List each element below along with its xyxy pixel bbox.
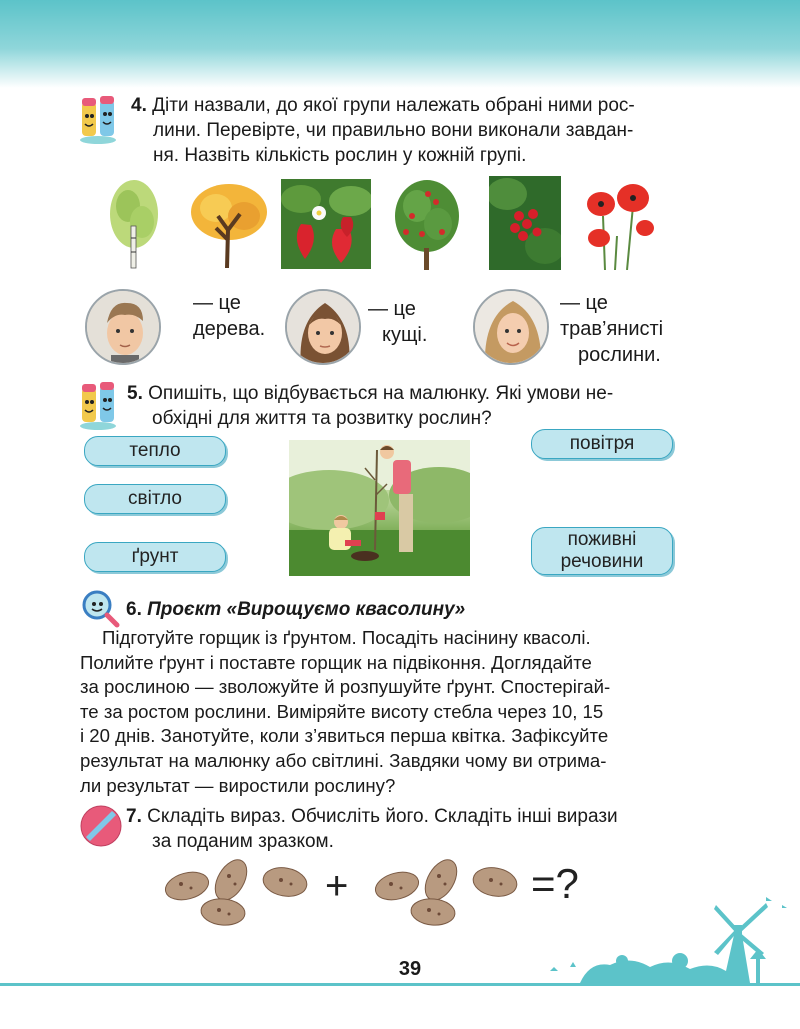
caption-line: рослини. xyxy=(578,344,661,366)
strawberry-image xyxy=(281,179,371,269)
poppy-image xyxy=(581,176,661,270)
text-line: і 20 днів. Занотуйте, коли з’явиться перша квітка. Зафіксуйте xyxy=(80,725,609,747)
boy-face-icon xyxy=(87,291,161,365)
task4-text xyxy=(131,93,691,168)
page-number: 39 xyxy=(398,958,422,980)
red-currant-image xyxy=(489,176,561,270)
currant-bush-image xyxy=(392,176,462,270)
birch-tree-image xyxy=(106,176,162,270)
pill-nutrients xyxy=(531,527,673,575)
task7-text xyxy=(126,804,686,854)
equals-sign: = xyxy=(531,860,556,907)
text-line: Діти назвали, до якої групи належать обрані ними рос- xyxy=(152,95,635,116)
text-line: за поданим зразком. xyxy=(152,831,334,852)
task6-body xyxy=(80,626,677,798)
pill-warmth: тепло xyxy=(84,436,226,466)
pill-soil: ґрунт xyxy=(84,542,226,572)
avatar-girl-2 xyxy=(473,289,549,365)
header-band xyxy=(0,0,800,88)
avatar-girl-1 xyxy=(285,289,361,365)
task-number: 4. xyxy=(131,95,147,116)
task-number: 5. xyxy=(127,383,143,404)
pencils-icon xyxy=(76,380,126,432)
pill-air: повітря xyxy=(531,429,673,459)
beans-group-right xyxy=(373,856,523,932)
text-line: ня. Назвіть кількість рослин у кожній групі. xyxy=(153,145,527,166)
girl-blonde-face-icon xyxy=(475,291,549,365)
text-line: Складіть вираз. Обчисліть його. Складіть інші вирази xyxy=(147,806,618,827)
caption-herbs xyxy=(560,290,663,368)
caption-line: кущі. xyxy=(382,324,428,346)
caption-line: трав’янисті xyxy=(560,318,664,340)
children-planting-photo xyxy=(289,440,470,576)
autumn-tree-image xyxy=(188,180,270,268)
text-line: за рослиною — зволожуйте й розпушуйте ґрунт. Спостерігай- xyxy=(80,676,611,698)
avatar-boy xyxy=(85,289,161,365)
planting-scene-image xyxy=(289,440,470,576)
windmill-landscape-icon xyxy=(520,895,800,985)
pill-line: поживні xyxy=(567,529,637,550)
caption-trees xyxy=(193,290,265,342)
task-number: 6. xyxy=(126,599,142,620)
pill-light: світло xyxy=(84,484,226,514)
beans-group-left xyxy=(163,856,313,932)
pencils-icon xyxy=(76,94,126,146)
task6-heading xyxy=(126,597,686,622)
girl-face-icon xyxy=(287,291,361,365)
text-line: ли результат — виростили рослину? xyxy=(80,774,396,796)
plus-sign: + xyxy=(325,864,349,908)
text-line: те за ростом рослини. Виміряйте висоту стебла через 10, 15 xyxy=(80,700,604,722)
text-line: обхідні для життя та розвитку рослин? xyxy=(152,408,492,429)
task-number: 7. xyxy=(126,806,142,827)
text-line: Полийте ґрунт і поставте горщик на підвіконня. Доглядайте xyxy=(80,651,592,673)
caption-line: — це xyxy=(560,292,608,314)
caption-line: — це xyxy=(193,292,241,314)
project-title: Проєкт «Вирощуємо квасолину» xyxy=(147,599,466,620)
caption-line: дерева. xyxy=(193,318,266,340)
text-line: лини. Перевірте, чи правильно вони виконали завдан- xyxy=(153,120,634,141)
text-line: Опишіть, що відбувається на малюнку. Які умови не- xyxy=(148,383,614,404)
task5-text xyxy=(127,381,687,431)
caption-line: — це xyxy=(368,298,416,320)
question-mark: ? xyxy=(555,860,579,907)
caption-shrubs xyxy=(368,296,427,348)
text-line: Підготуйте горщик із ґрунтом. Посадіть насінину квасолі. xyxy=(102,627,591,648)
text-line: результат на малюнку або світлині. Завдяки чому ви отрима- xyxy=(80,749,607,771)
magnifier-icon xyxy=(80,588,120,628)
pill-line: речовини xyxy=(560,551,644,572)
eraser-icon xyxy=(78,803,124,849)
